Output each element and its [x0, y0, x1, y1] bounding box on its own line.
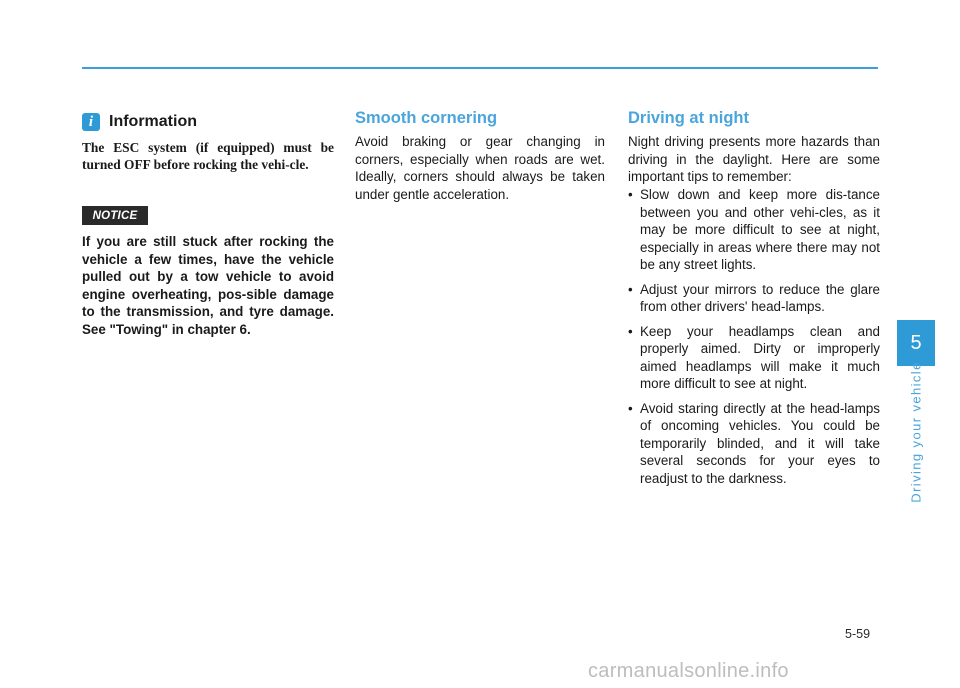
list-item: • Avoid staring directly at the head-lamps of oncoming vehicles. You could be temporarily blinded, and it will take several seconds for your eyes to readjust to the darkness.	[628, 400, 880, 488]
information-title: Information	[109, 113, 197, 130]
information-header	[82, 113, 197, 131]
notice-badge: NOTICE	[82, 206, 148, 225]
driving-at-night-title: Driving at night	[628, 109, 749, 127]
driving-at-night-intro: Night driving presents more hazards than driving in the daylight. Here are some important tips to remember:	[628, 134, 880, 184]
smooth-cornering-text: Avoid braking or gear changing in corners, especially when roads are wet. Ideally, corners should always be taken under gentle acceleration.	[355, 134, 605, 202]
night-driving-tips-list	[628, 186, 880, 494]
chapter-tab[interactable]: 5	[897, 320, 935, 366]
watermark: carmanualsonline.info	[588, 660, 789, 682]
list-item: • Slow down and keep more dis-tance between you and other vehi-cles, as it may be more difficult to see at night, especially in areas where there may not be any street lights.	[628, 186, 880, 274]
list-item: • Adjust your mirrors to reduce the glare from other drivers' head-lamps.	[628, 281, 880, 316]
list-item: • Keep your headlamps clean and properly aimed. Dirty or improperly aimed headlamps will make it much more difficult to see at night.	[628, 323, 880, 393]
information-text: The ESC system (if equipped) must be turned OFF before rocking the vehi-cle.	[82, 140, 334, 172]
top-rule	[82, 67, 878, 69]
info-icon: i	[82, 113, 100, 131]
smooth-cornering-title: Smooth cornering	[355, 109, 498, 127]
page-number: 5-59	[845, 627, 871, 641]
chapter-title: Driving your vehicle	[908, 361, 924, 503]
notice-text: If you are still stuck after rocking the vehicle a few times, have the vehicle pulled out by a tow vehicle to avoid engine overheating, pos-sible damage to the transmission, and tyre damage. See "Towing" in chapter 6.	[82, 234, 334, 337]
